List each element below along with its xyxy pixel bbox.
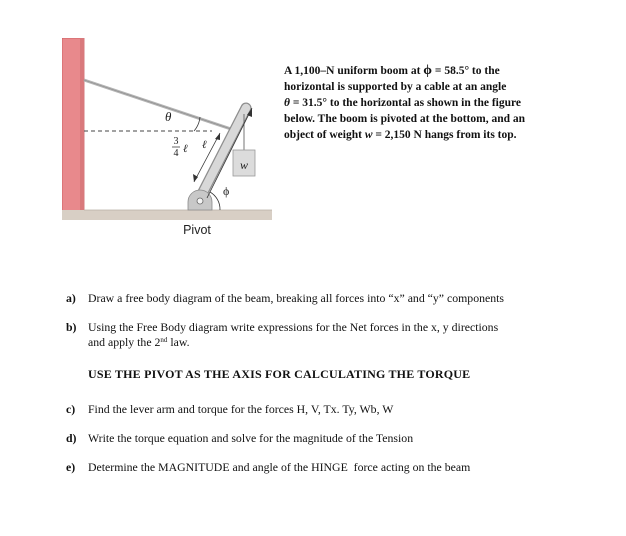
- question-b-line-2: and apply the 2nd law.: [88, 335, 190, 349]
- question-d: [66, 431, 586, 446]
- question-e-text: Determine the MAGNITUDE and angle of the HINGE force acting on the beam: [88, 460, 471, 474]
- problem-line-3: θ = 31.5° to the horizontal as shown in the figure: [284, 97, 522, 109]
- phi-label: ϕ: [223, 184, 230, 198]
- w-symbol: w: [364, 129, 373, 141]
- problem-statement: [284, 63, 584, 143]
- frac-ell: ℓ: [183, 143, 188, 155]
- pivot-label: Pivot: [183, 223, 211, 237]
- question-b: [66, 320, 586, 350]
- phi-symbol: ϕ: [423, 63, 433, 78]
- question-e-label: e): [66, 460, 76, 474]
- question-d-text: Write the torque equation and solve for the magnitude of the Tension: [88, 431, 414, 445]
- problem-line-2: horizontal is supported by a cable at an angle: [284, 81, 507, 93]
- boom-diagram: [62, 38, 282, 238]
- question-c-label: c): [66, 402, 76, 416]
- frac-numerator: 3: [173, 136, 179, 147]
- question-a: [66, 291, 586, 306]
- question-b-label: b): [66, 320, 77, 334]
- question-d-label: d): [66, 431, 77, 445]
- weight-label: w: [239, 158, 249, 172]
- problem-line-4: below. The boom is pivoted at the bottom, and an: [284, 113, 526, 125]
- torque-axis-instruction: USE THE PIVOT AS THE AXIS FOR CALCULATING THE TORQUE: [88, 367, 471, 381]
- question-b-superscript: nd: [160, 336, 168, 344]
- ell-label: ℓ: [202, 139, 207, 151]
- question-c-text: Find the lever arm and torque for the forces H, V, Tx. Ty, Wb, W: [88, 402, 394, 416]
- question-e: [66, 460, 586, 475]
- question-c: [66, 402, 586, 417]
- problem-line-5: object of weight w = 2,150 N hangs from its top.: [284, 129, 517, 141]
- question-a-text: Draw a free body diagram of the beam, breaking all forces into “x” and “y” components: [88, 291, 505, 305]
- theta-label: θ: [165, 109, 172, 124]
- question-a-label: a): [66, 291, 76, 305]
- frac-denominator: 4: [173, 148, 179, 159]
- theta-symbol: θ: [284, 97, 290, 109]
- question-b-text-1: Using the Free Body diagram write expressions for the Net forces in the x, y directions: [88, 320, 499, 334]
- ground: [62, 210, 272, 220]
- problem-line-1: A 1,100–N uniform boom at ϕ = 58.5° to the: [284, 63, 500, 78]
